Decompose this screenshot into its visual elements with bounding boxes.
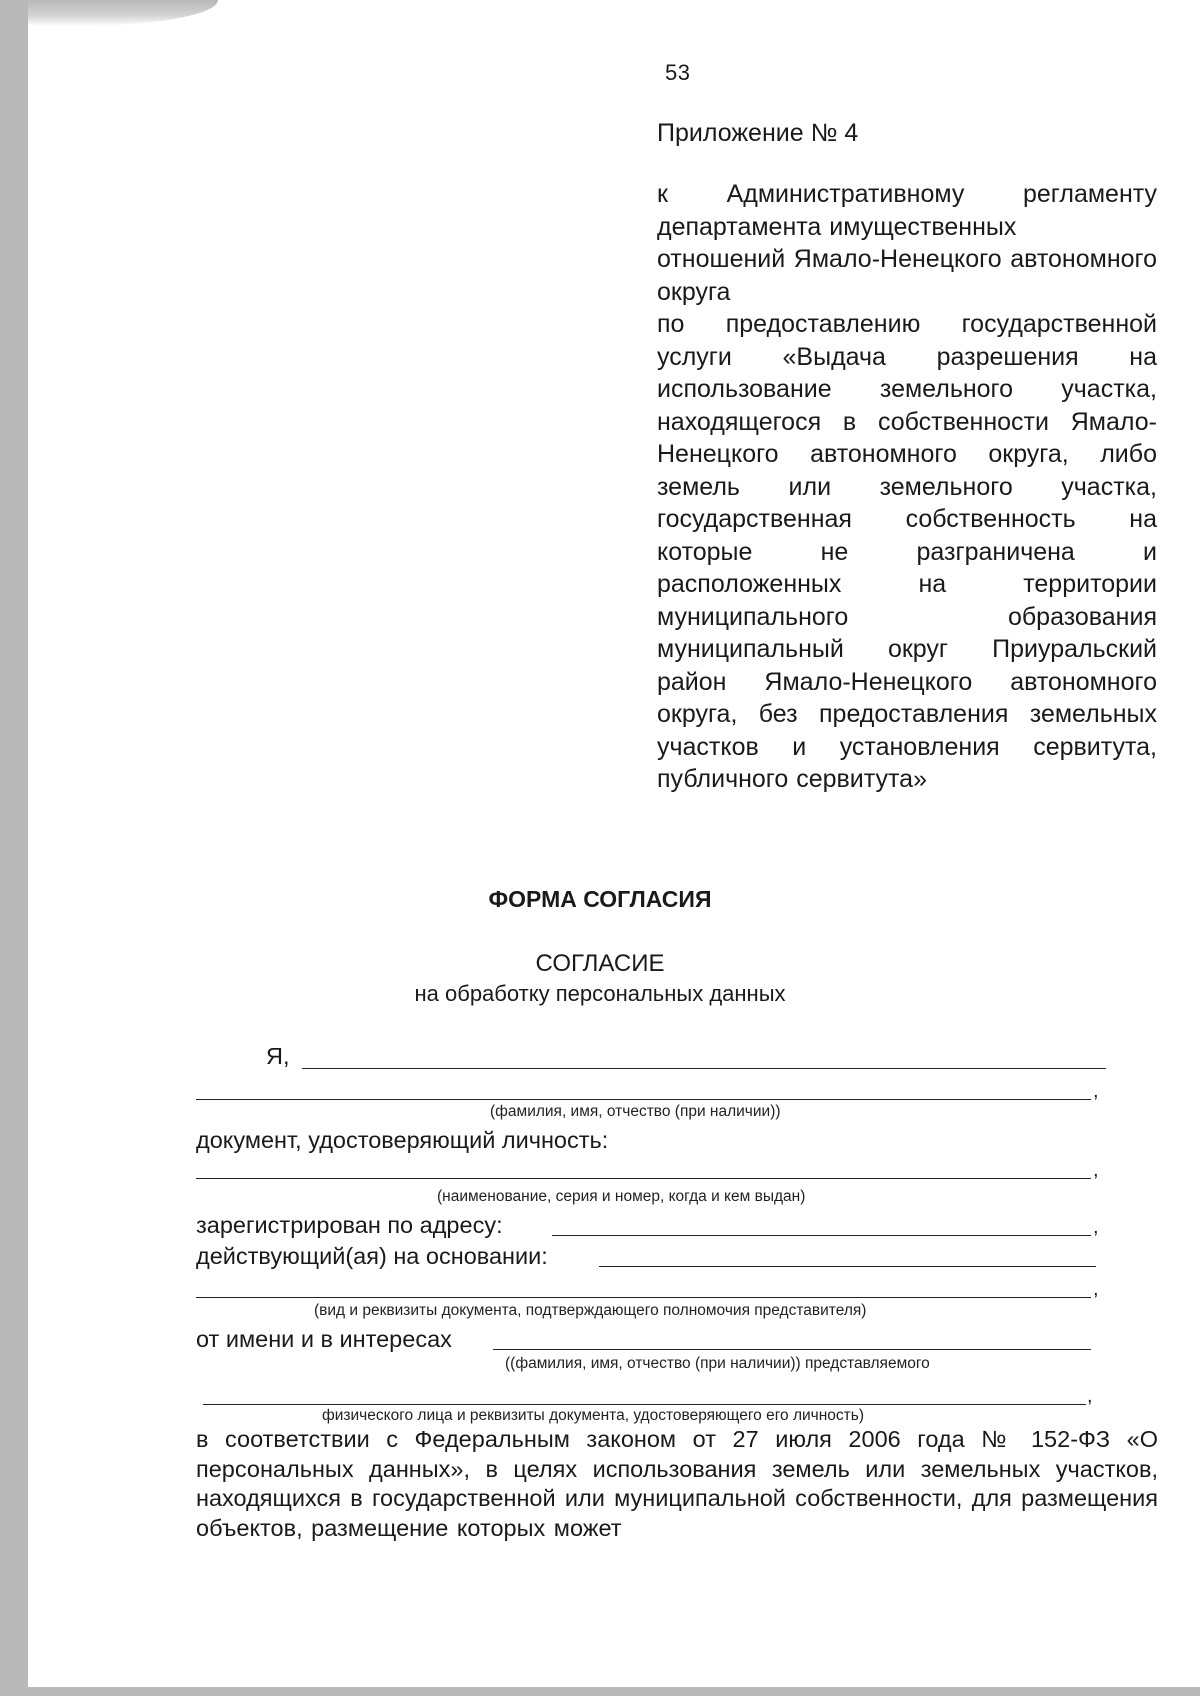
appendix-line-1: к Административному регламенту департамента имущественных [657, 180, 1157, 241]
fio-input-line-2[interactable] [196, 1099, 1091, 1100]
on-behalf-input-line-1[interactable] [493, 1349, 1091, 1350]
on-behalf-label: от имени и в интересах [196, 1326, 452, 1352]
i-label: Я, [266, 1043, 290, 1069]
scan-corner-shadow [28, 0, 218, 26]
fio-comma: , [1093, 1080, 1099, 1102]
appendix-line-3: по предоставлению государственной услуги «Выдача разрешения на использование земельного участка, находящегося в собственности Ямало-Ненецкого автономного округа, либо земель или земельного участка, государственная собственность на которые не разграничена и расположенных на территории муниципального образования муниципальный округ Приуральский район Ямало-Ненецкого автономного округа, без предоставления земельных участков и установления сервитута, публичного сервитута» [657, 310, 1157, 793]
id-doc-input-line[interactable] [196, 1178, 1091, 1179]
form-heading: ФОРМА СОГЛАСИЯ [488, 886, 712, 912]
on-behalf-input-line-2[interactable] [203, 1404, 1086, 1405]
appendix-title: Приложение № 4 [657, 119, 859, 147]
basis-comma: , [1093, 1278, 1099, 1300]
basis-label: действующий(ая) на основании: [196, 1243, 548, 1269]
address-comma: , [1093, 1216, 1099, 1238]
basis-input-line-2[interactable] [196, 1297, 1091, 1298]
fio-input-line-1[interactable] [302, 1068, 1106, 1069]
basis-caption: (вид и реквизиты документа, подтверждающего полномочия представителя) [314, 1302, 867, 1319]
appendix-line-2: отношений Ямало-Ненецкого автономного округа [657, 245, 1157, 306]
on-behalf-caption-1: ((фамилия, имя, отчество (при наличии)) представляемого [505, 1355, 930, 1372]
fio-caption: (фамилия, имя, отчество (при наличии)) [490, 1103, 781, 1120]
address-input-line[interactable] [552, 1235, 1091, 1236]
basis-input-line-1[interactable] [599, 1266, 1096, 1267]
id-doc-comma: , [1093, 1159, 1099, 1181]
on-behalf-comma: , [1087, 1385, 1093, 1407]
consent-title: СОГЛАСИЕ [535, 950, 665, 977]
page-number: 53 [665, 60, 691, 85]
consent-body-text: в соответствии с Федеральным законом от 27 июля 2006 года № 152-ФЗ «О персональных данных», в целях использования земель или земельных участков, находящихся в государственной или муниципальной собственности, для размещения объектов, размещение которых может [196, 1426, 1158, 1541]
consent-subtitle: на обработку персональных данных [414, 981, 786, 1006]
on-behalf-caption-2: физического лица и реквизиты документа, удостоверяющего его личность) [322, 1407, 865, 1424]
address-label: зарегистрирован по адресу: [196, 1212, 503, 1238]
appendix-text [657, 178, 1157, 796]
id-doc-label: документ, удостоверяющий личность: [196, 1127, 609, 1153]
id-doc-caption: (наименование, серия и номер, когда и кем выдан) [437, 1188, 806, 1205]
